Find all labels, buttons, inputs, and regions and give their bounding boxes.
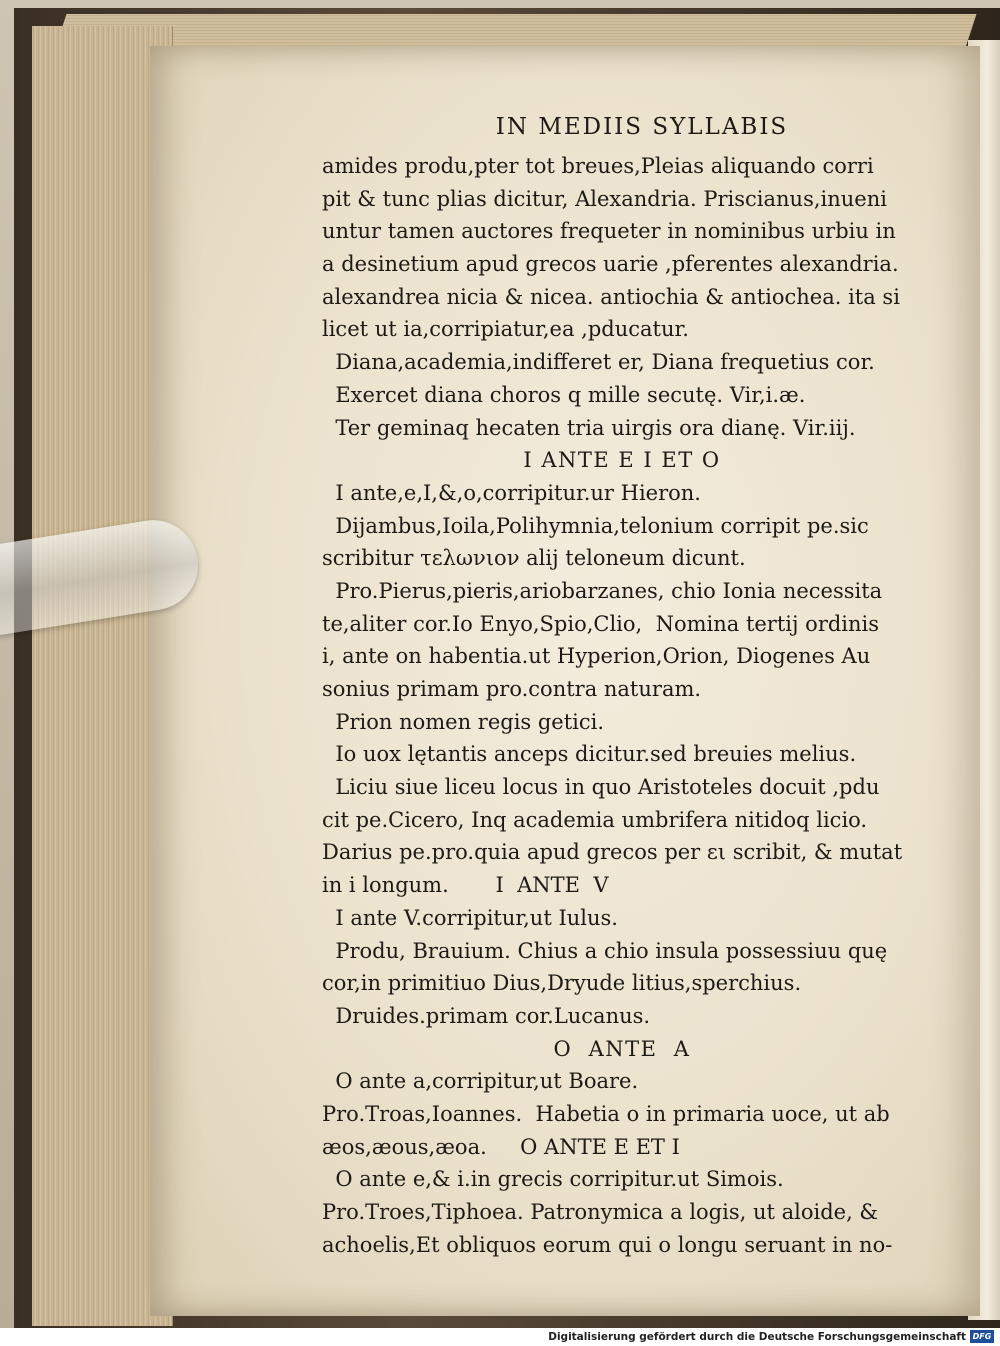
text-line: O ante e,& i.in grecis corripitur.ut Simois. <box>322 1167 784 1192</box>
text-line: Pro.Pierus,pieris,ariobarzanes, chio Ionia necessita <box>322 578 883 603</box>
text-line: Ter geminaq hecaten tria uirgis ora dianę. Vir.iij. <box>322 415 856 440</box>
text-line: Diana,academia,indifferet er, Diana frequetius cor. <box>322 350 875 375</box>
section-heading: O ANTE A <box>553 1036 691 1061</box>
text-line: untur tamen auctores frequeter in nominibus urbiu in <box>322 219 896 244</box>
text-line: I ante,e,I,&,o,corripitur.ur Hieron. <box>322 480 701 505</box>
text-line: Prion nomen regis getici. <box>322 709 605 734</box>
text-line: Io uox lętantis anceps dicitur.sed breuies melius. <box>322 742 857 767</box>
text-lines <box>322 150 922 1261</box>
text-line: cor,in primitiuo Dius,Dryude litius,sperchius. <box>322 971 802 996</box>
text-line: Darius pe.pro.quia apud grecos per ει scribit, & mutat <box>322 840 903 865</box>
text-line: i, ante on habentia.ut Hyperion,Orion, Diogenes Au <box>322 644 871 669</box>
funding-credit: Digitalisierung gefördert durch die Deutsche Forschungsgemeinschaft <box>548 1331 966 1343</box>
text-line: alexandrea nicia & nicea. antiochia & antiochea. ita si <box>322 284 900 309</box>
text-line: licet ut ia,corripiatur,ea ,pducatur. <box>322 317 689 342</box>
dfg-logo: DFG <box>970 1330 994 1343</box>
text-line: Exercet diana choros q mille secutę. Vir,i.æ. <box>322 382 806 407</box>
text-line: Produ, Brauium. Chius a chio insula possessiuu quę <box>322 938 888 963</box>
text-line: a desinetium apud grecos uarie ,pferentes alexandria. <box>322 252 899 277</box>
text-line: pit & tunc plias dicitur, Alexandria. Priscianus,inueni <box>322 186 887 211</box>
text-line: Liciu siue liceu locus in quo Aristoteles docuit ,pdu <box>322 775 880 800</box>
footer-bar <box>0 1328 1000 1346</box>
running-head: IN MEDIIS SYLLABIS <box>495 114 789 140</box>
section-heading: I ANTE E I ET O <box>523 448 721 473</box>
page-text <box>322 110 922 1261</box>
text-line: Pro.Troas,Ioannes. Habetia o in primaria uoce, ut ab <box>322 1101 890 1126</box>
text-line: amides produ,pter tot breues,Pleias aliquando corri <box>322 154 874 178</box>
text-line: cit pe.Cicero, Inq academia umbrifera nitidoq licio. <box>322 807 868 832</box>
text-line: in i longum. I ANTE V <box>322 873 609 898</box>
text-line: Dijambus,Ioila,Polihymnia,telonium corripit pe.sic <box>322 513 869 538</box>
text-line: O ante a,corripitur,ut Boare. <box>322 1069 639 1094</box>
text-line: Pro.Troes,Tiphoea. Patronymica a logis, ut aloide, & <box>322 1200 879 1224</box>
text-line: I ante V.corripitur,ut Iulus. <box>322 905 618 930</box>
text-line: sonius primam pro.contra naturam. <box>322 677 702 701</box>
text-line: achoelis,Et obliquos eorum qui o longu seruant in no- <box>322 1232 893 1257</box>
text-line: Druides.primam cor.Lucanus. <box>322 1003 651 1028</box>
text-line: scribitur τελωνιον alij teloneum dicunt. <box>322 546 746 571</box>
text-line: te,aliter cor.Io Enyo,Spio,Clio, Nomina tertij ordinis <box>322 611 880 636</box>
text-line: æos,æous,æoa. O ANTE E ET I <box>322 1134 680 1159</box>
